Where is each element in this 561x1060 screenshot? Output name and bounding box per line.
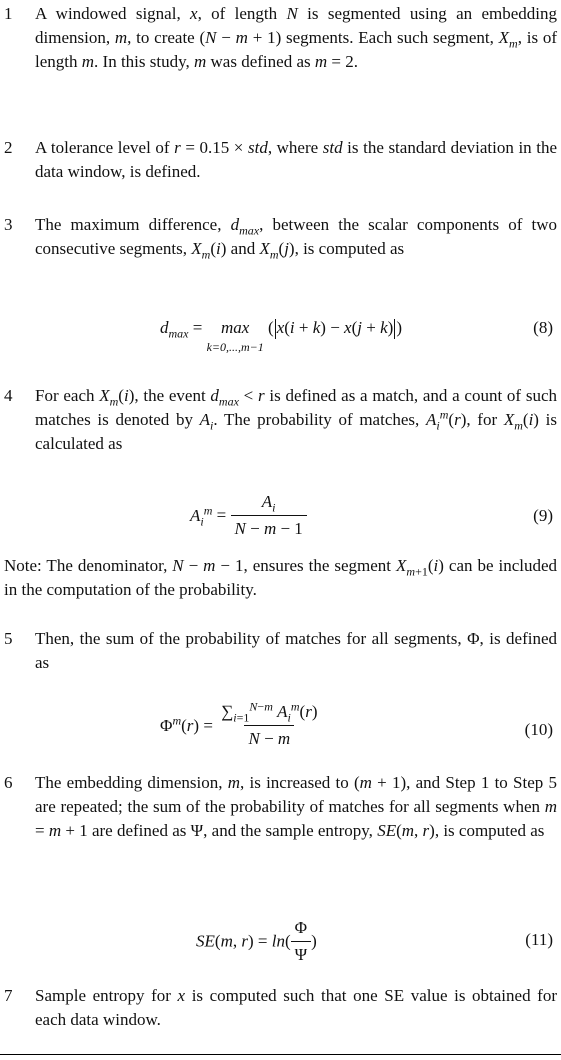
- step-2: [4, 136, 557, 184]
- equation-number: (10): [524, 720, 553, 739]
- equation-number: (11): [525, 930, 553, 949]
- equation-11: [0, 916, 561, 976]
- step-7: [4, 984, 557, 1032]
- step-5: [4, 627, 557, 675]
- step-6: [4, 771, 557, 843]
- equation-expression: SE(m, r) = ln( $\frac{\Phi}{\Psi}$ ): [196, 916, 317, 967]
- step-1: [4, 2, 557, 74]
- step-number: 5: [4, 629, 13, 648]
- equation-number: (8): [533, 318, 553, 337]
- equation-8: [0, 316, 561, 376]
- step-number: 2: [4, 138, 13, 157]
- step-text: A tolerance level of r = 0.15 × std, where std is the standard deviation in the data window, is defined.: [35, 138, 558, 181]
- step-text: The embedding dimension, m, is increased to (m + 1), and Step 1 to Step 5 are repeated; the sum of the probability of matches for all segments when m = m + 1 are defined as Ψ, and the sample entropy, SE(m, r), is computed as: [35, 773, 557, 840]
- step-number: 7: [4, 986, 13, 1005]
- equation-9: [0, 490, 561, 550]
- step-text: Then, the sum of the probability of matches for all segments, Φ, is defined as: [35, 629, 557, 672]
- step-text: For each $X_m(i)$, the event $d_{max} < r$ is defined as a match, and a count of such matches is denoted by $A_i$. The probability of matches, $A_i^m(r)$, for $X_m(i)$ is calculated as: [35, 386, 557, 453]
- note: Note: The denominator, N − m − 1, ensures the segment $X_{m+1}(i)$ can be included in the computation of the probability.: [4, 556, 558, 599]
- step-text: Sample entropy for x is computed such that one SE value is obtained for each data window.: [35, 986, 557, 1029]
- equation-expression: $d_{max}$ = max k=0,...,m−1 ( x(i + k) − x(j + k) ): [160, 318, 402, 354]
- step-text: The maximum difference, $d_{max}$, between the scalar components of two consecutive segments, $X_m(i)$ and $X_m(j)$, is computed as: [35, 215, 558, 262]
- step-3: [4, 213, 557, 261]
- step-number: 3: [4, 215, 13, 234]
- equation-number: (9): [533, 506, 553, 525]
- equation-10: [0, 700, 561, 760]
- step-number: 4: [4, 386, 13, 405]
- step-number: 1: [4, 4, 13, 23]
- bottom-rule: [0, 1054, 561, 1055]
- step-number: 6: [4, 773, 13, 792]
- step-4: [4, 384, 557, 456]
- equation-expression: $\Phi^m(r)$ = $\frac{\sum_{i=1}^{N-m} A_i^m(r)}{N - m}$: [160, 700, 322, 751]
- equation-expression: $A_i^m$ = $\frac{A_i}{N - m - 1}$: [190, 490, 307, 541]
- step-text: A windowed signal, x, of length N is segmented using an embedding dimension, m, to create (N − m + 1) segments. Each such segment, $X_m$, is of length m. In this study, m was defined as m = 2.: [35, 4, 558, 71]
